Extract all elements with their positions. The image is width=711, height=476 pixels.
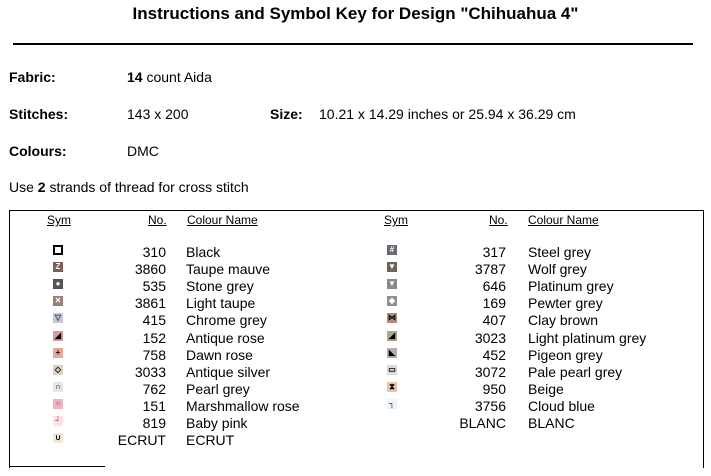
right-symbol-blanc-icon — [387, 416, 397, 426]
right-symbol-452-icon: ◣ — [388, 347, 396, 357]
right-colour-number: 3787 — [474, 261, 506, 278]
stitches-value: 143 x 200 — [127, 106, 189, 122]
left-colour-number: 3861 — [134, 295, 166, 312]
left-symbol-3033-icon: ◇ — [54, 364, 62, 374]
left-colour-name: Dawn rose — [186, 346, 253, 363]
right-symbol-407-icon: ⋈ — [388, 313, 396, 323]
bottom-rule — [9, 466, 105, 467]
left-symbol-3860-icon: Z — [53, 262, 63, 272]
fabric-count: 14 — [127, 69, 143, 85]
right-symbol-169-icon: ◆ — [388, 296, 396, 306]
left-symbol-310-icon — [53, 245, 63, 255]
fabric-label: Fabric: — [9, 69, 56, 85]
document-title: Instructions and Symbol Key for Design "Chihuahua 4" — [132, 4, 579, 23]
left-colour-name: ECRUT — [186, 432, 235, 449]
left-colour-name: Antique rose — [186, 329, 265, 346]
right-colour-number: 3072 — [474, 363, 506, 380]
right-colour-number: BLANC — [459, 415, 506, 431]
right-colour-name: Pigeon grey — [528, 346, 603, 363]
right-colour-number: 950 — [482, 380, 506, 397]
header-sym-left: Sym — [47, 213, 71, 227]
header-name-right: Colour Name — [528, 213, 599, 227]
left-symbol-762-icon: ∩ — [53, 382, 63, 392]
right-symbol-3756-icon: ┐ — [387, 399, 397, 409]
left-colour-number: 762 — [142, 380, 166, 397]
left-colour-name: Stone grey — [186, 278, 254, 295]
right-colour-number: 317 — [482, 244, 506, 260]
left-colour-name: Taupe mauve — [186, 261, 271, 278]
left-colour-name: Pearl grey — [186, 380, 250, 397]
instruction-post: strands of thread for cross stitch — [49, 179, 249, 195]
colours-label: Colours: — [9, 143, 67, 159]
instruction-pre: Use — [9, 179, 34, 195]
title-underline — [13, 43, 693, 45]
left-colour-name: Baby pink — [186, 415, 248, 431]
left-colour-name: Black — [186, 244, 221, 260]
right-symbol-3787-icon: ▼ — [388, 262, 396, 272]
right-colour-number: 452 — [482, 346, 506, 363]
right-colour-name: Steel grey — [528, 244, 592, 260]
right-colour-number: 3023 — [474, 329, 506, 346]
left-colour-number: ECRUT — [117, 432, 166, 449]
right-symbol-317-icon: # — [387, 245, 397, 255]
colours-value: DMC — [127, 143, 159, 159]
left-colour-number: 310 — [142, 244, 166, 260]
left-symbol-535-icon: ● — [53, 279, 63, 289]
left-colour-name: Light taupe — [186, 295, 256, 312]
left-symbol-415-icon: ▽ — [54, 313, 62, 323]
left-colour-number: 152 — [142, 329, 166, 346]
left-colour-number: 151 — [142, 397, 166, 414]
left-colour-number: 3860 — [134, 261, 166, 278]
left-colour-number: 415 — [142, 312, 166, 329]
left-symbol-758-icon: + — [53, 348, 63, 358]
right-symbol-646-icon: ▼ — [388, 279, 396, 289]
header-name-left: Colour Name — [187, 213, 258, 227]
left-colour-number: 535 — [142, 278, 166, 295]
size-label: Size: — [270, 106, 303, 122]
left-colour-name: Antique silver — [186, 363, 271, 380]
right-colour-name: Wolf grey — [528, 261, 587, 278]
header-no-left: No. — [148, 213, 167, 227]
instruction-text — [9, 179, 249, 195]
right-colour-name: Pale pearl grey — [528, 363, 623, 380]
fabric-type: count Aida — [146, 69, 212, 85]
left-symbol-152-icon: ◢ — [54, 330, 62, 340]
fabric-value — [127, 69, 212, 85]
left-colour-name: Marshmallow rose — [186, 397, 300, 414]
left-symbol-ecrut-icon: ∪ — [53, 433, 63, 443]
stitches-label: Stitches: — [9, 106, 69, 122]
size-value: 10.21 x 14.29 inches or 25.94 x 36.29 cm — [319, 106, 576, 122]
left-colour-name: Chrome grey — [186, 312, 267, 329]
right-colour-number: 3756 — [474, 397, 506, 414]
instruction-strands: 2 — [37, 179, 46, 195]
right-colour-number: 646 — [482, 278, 506, 295]
left-symbol-819-icon: ┘ — [53, 416, 63, 426]
right-colour-name: Clay brown — [528, 312, 599, 329]
right-symbol-950-icon: ⧗ — [387, 382, 397, 392]
right-colour-name: BLANC — [528, 415, 575, 431]
right-colour-number: 169 — [482, 295, 506, 312]
left-colour-number: 758 — [142, 346, 166, 363]
right-symbol-3023-icon: ◢ — [388, 330, 396, 340]
right-symbol-3072-icon: ▭ — [388, 364, 396, 374]
left-colour-number: 819 — [142, 415, 166, 431]
left-colour-number: 3033 — [134, 363, 166, 380]
right-colour-name: Beige — [528, 380, 564, 397]
header-no-right: No. — [489, 213, 508, 227]
right-colour-name: Platinum grey — [528, 278, 614, 295]
right-colour-name: Cloud blue — [528, 397, 595, 414]
left-symbol-151-icon: ○ — [53, 399, 63, 409]
right-colour-name: Pewter grey — [528, 295, 603, 312]
right-colour-number: 407 — [482, 312, 506, 329]
left-symbol-3861-icon: ✕ — [54, 296, 62, 306]
right-colour-name: Light platinum grey — [528, 329, 647, 346]
header-sym-right: Sym — [384, 213, 408, 227]
